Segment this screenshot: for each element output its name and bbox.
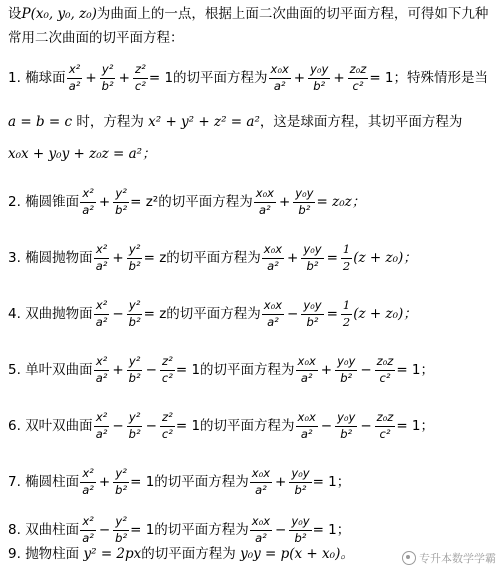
fraction: $\frac{\text{y₀y}}{\text{b²}}$ [303, 298, 322, 329]
fraction: $\frac{\text{x²}}{\text{a²}}$ [95, 298, 108, 329]
fraction: $\frac{\text{x²}}{\text{a²}}$ [82, 186, 94, 217]
tangent-rhs: (z + z₀)； [353, 250, 417, 266]
tangent-rhs: = 1； [396, 418, 435, 434]
fraction: $\frac{\text{y₀y}}{\text{b²}}$ [337, 410, 356, 441]
item-number: 5. [8, 362, 21, 378]
text: 时，方程为 [76, 114, 144, 130]
fraction: $\frac{\text{y₀y}}{\text{b²}}$ [303, 242, 322, 273]
fraction: $\frac{\text{z₀z}}{\text{c²}}$ [376, 354, 394, 385]
tangent-rhs: = 1； [312, 522, 351, 538]
fraction: $\frac{\text{y₀y}}{\text{b²}}$ [291, 514, 310, 545]
item-number: 1. [8, 70, 21, 86]
item-6: 6. 双叶双曲面 $\frac{\text{x²}}{\text{a²}}$ − $\frac{\text{y²}}{\text{b²}}$ − $\frac{\text{z²}}{\text{c²}}$ = 1的切平面方程为 $\frac{\text{x₀x}}{\text{a²}}$ − $\frac{\text{y₀y}}{\text{b²}}$ − $\frac{\text{z₀z}}{\text{c²}}$ = 1； [8, 410, 435, 441]
fraction: $\frac{\text{y²}}{\text{b²}}$ [115, 466, 128, 497]
fraction: $\frac{\text{y²}}{\text{b²}}$ [128, 354, 141, 385]
equation-rhs: = 1的切平面方程为 [175, 362, 295, 378]
item-number: 8. [8, 522, 21, 538]
fraction: $\frac{\text{y²}}{\text{b²}}$ [128, 298, 141, 329]
equation: y² = 2px [83, 546, 142, 562]
item-2: 2. 椭圆锥面 $\frac{\text{x²}}{\text{a²}}$ + $\frac{\text{y²}}{\text{b²}}$ = z²的切平面方程为 $\frac{\text{x₀x}}{\text{a²}}$ + $\frac{\text{y₀y}}{\text{b²}}$ = z₀z； [8, 186, 366, 217]
fraction: $\frac{\text{x₀x}}{\text{a²}}$ [251, 514, 271, 545]
item-name: 双叶双曲面 [25, 418, 93, 434]
equation-rhs: = 1的切平面方程为 [130, 474, 249, 490]
tangent-rhs: = 1； [396, 362, 435, 378]
item-number: 2. [8, 194, 21, 210]
fraction: $\frac{\text{x₀x}}{\text{a²}}$ [255, 186, 274, 217]
fraction: $\frac{\text{z₀z}}{\text{c²}}$ [349, 62, 367, 93]
item-1: 1. 椭球面 $\frac{\text{x²}}{\text{a²}}$ + $\frac{\text{y²}}{\text{b²}}$ + $\frac{\text{z²}}{\text{c²}}$ = 1的切平面方程为 $\frac{\text{x₀x}}{\text{a²}}$ + $\frac{\text{y₀y}}{\text{b²}}$ + $\frac{\text{z₀z}}{\text{c²}}$ = 1；特殊情形是当 [8, 62, 489, 93]
fraction: $\frac{\text{y²}}{\text{b²}}$ [128, 242, 141, 273]
equation-rhs: = 1的切平面方程为 [130, 522, 249, 538]
fraction: $\frac{\text{y₀y}}{\text{b²}}$ [291, 466, 310, 497]
equation-rhs: = z的切平面方程为 [143, 250, 261, 266]
item-name: 椭圆锥面 [25, 194, 80, 210]
fraction-half: $\frac{1}{2}$ [342, 298, 351, 329]
fraction: $\frac{\text{x²}}{\text{a²}}$ [68, 62, 81, 93]
fraction: $\frac{\text{y²}}{\text{b²}}$ [115, 186, 128, 217]
fraction: $\frac{\text{x₀x}}{\text{a²}}$ [297, 354, 316, 385]
fraction: $\frac{\text{x₀x}}{\text{a²}}$ [263, 298, 283, 329]
intro-point: P(x₀, y₀, z₀) [21, 6, 97, 22]
fraction: $\frac{\text{z²}}{\text{c²}}$ [134, 62, 146, 93]
item-name: 单叶双曲面 [25, 362, 93, 378]
equals-sign: = [326, 306, 338, 322]
fraction: $\frac{\text{x²}}{\text{a²}}$ [95, 410, 108, 441]
item-name: 椭球面 [25, 70, 66, 86]
item-3: 3. 椭圆抛物面 $\frac{\text{x²}}{\text{a²}}$ + $\frac{\text{y²}}{\text{b²}}$ = z的切平面方程为 $\frac{\text{x₀x}}{\text{a²}}$ + $\frac{\text{y₀y}}{\text{b²}}$ = $\frac{1}{2}$ (z + z₀)； [8, 242, 417, 273]
item-8: 8. 双曲柱面 $\frac{\text{x²}}{\text{a²}}$ − $\frac{\text{y²}}{\text{b²}}$ = 1的切平面方程为 $\frac{\text{x₀x}}{\text{a²}}$ − $\frac{\text{y₀y}}{\text{b²}}$ = 1； [8, 514, 351, 545]
intro-line2-text: 常用二次曲面的切平面方程： [8, 30, 184, 46]
item-name: 双曲柱面 [25, 522, 80, 538]
tangent-rhs: (z + z₀)； [353, 306, 417, 322]
text: ，这是球面方程，其切平面方程为 [259, 114, 463, 130]
item-1-cont-2 [8, 144, 494, 164]
equation: x² + y² + z² = a² [148, 114, 260, 130]
item-name: 椭圆抛物面 [25, 250, 93, 266]
fraction: $\frac{\text{z₀z}}{\text{c²}}$ [376, 410, 394, 441]
item-number: 3. [8, 250, 21, 266]
item-1-cont-1 [8, 112, 494, 132]
item-5: 5. 单叶双曲面 $\frac{\text{x²}}{\text{a²}}$ + $\frac{\text{y²}}{\text{b²}}$ − $\frac{\text{z²}}{\text{c²}}$ = 1的切平面方程为 $\frac{\text{x₀x}}{\text{a²}}$ + $\frac{\text{y₀y}}{\text{b²}}$ − $\frac{\text{z₀z}}{\text{c²}}$ = 1； [8, 354, 435, 385]
text: 的切平面方程为 [141, 546, 236, 562]
item-name: 抛物柱面 [25, 546, 80, 562]
item-number: 7. [8, 474, 21, 490]
intro-prefix: 设 [8, 6, 22, 22]
intro-suffix: 为曲面上的一点，根据上面二次曲面的切平面方程，可得如下九种 [96, 6, 489, 22]
tangent-equation: x₀x + y₀y + z₀z = a²； [8, 146, 156, 162]
equation-rhs: = z²的切平面方程为 [130, 194, 253, 210]
watermark [402, 550, 496, 566]
fraction: $\frac{\text{x₀x}}{\text{a²}}$ [270, 62, 289, 93]
fraction: $\frac{\text{y₀y}}{\text{b²}}$ [310, 62, 329, 93]
fraction: $\frac{\text{y₀y}}{\text{b²}}$ [337, 354, 356, 385]
tangent-rhs: = z₀z； [316, 194, 366, 210]
equation: a = b = c [8, 114, 73, 130]
fraction: $\frac{\text{y²}}{\text{b²}}$ [128, 410, 141, 441]
fraction: $\frac{\text{x²}}{\text{a²}}$ [95, 242, 108, 273]
fraction: $\frac{\text{x²}}{\text{a²}}$ [82, 466, 94, 497]
fraction: $\frac{\text{y²}}{\text{b²}}$ [115, 514, 128, 545]
fraction: $\frac{\text{z²}}{\text{c²}}$ [161, 410, 173, 441]
equals-sign: = [326, 250, 338, 266]
item-4: 4. 双曲抛物面 $\frac{\text{x²}}{\text{a²}}$ − $\frac{\text{y²}}{\text{b²}}$ = z的切平面方程为 $\frac{\text{x₀x}}{\text{a²}}$ − $\frac{\text{y₀y}}{\text{b²}}$ = $\frac{1}{2}$ (z + z₀)； [8, 298, 417, 329]
item-7: 7. 椭圆柱面 $\frac{\text{x²}}{\text{a²}}$ + $\frac{\text{y²}}{\text{b²}}$ = 1的切平面方程为 $\frac{\text{x₀x}}{\text{a²}}$ + $\frac{\text{y₀y}}{\text{b²}}$ = 1； [8, 466, 351, 497]
tangent-rhs: = 1；特殊情形是当 [369, 70, 489, 86]
item-number: 4. [8, 306, 21, 322]
item-name: 椭圆柱面 [25, 474, 80, 490]
fraction: $\frac{\text{z²}}{\text{c²}}$ [161, 354, 173, 385]
tangent-equation: y₀y = p(x + x₀)。 [240, 546, 354, 562]
equation-rhs: = 1的切平面方程为 [148, 70, 268, 86]
item-number: 6. [8, 418, 21, 434]
watermark-text: 专升本数学学霸 [419, 552, 496, 565]
item-number: 9. [8, 546, 21, 562]
fraction-half: $\frac{1}{2}$ [342, 242, 351, 273]
equation-rhs: = 1的切平面方程为 [175, 418, 295, 434]
intro-line-1 [8, 4, 494, 24]
equation-rhs: = z的切平面方程为 [143, 306, 261, 322]
tangent-rhs: = 1； [312, 474, 351, 490]
item-name: 双曲抛物面 [25, 306, 93, 322]
fraction: $\frac{\text{x₀x}}{\text{a²}}$ [297, 410, 316, 441]
fraction: $\frac{\text{x²}}{\text{a²}}$ [95, 354, 108, 385]
watermark-logo-icon [402, 551, 416, 565]
intro-line-2 [8, 28, 494, 48]
fraction: $\frac{\text{y₀y}}{\text{b²}}$ [295, 186, 314, 217]
fraction: $\frac{\text{x₀x}}{\text{a²}}$ [251, 466, 271, 497]
fraction: $\frac{\text{x₀x}}{\text{a²}}$ [263, 242, 283, 273]
fraction: $\frac{\text{x²}}{\text{a²}}$ [82, 514, 94, 545]
fraction: $\frac{\text{y²}}{\text{b²}}$ [101, 62, 114, 93]
